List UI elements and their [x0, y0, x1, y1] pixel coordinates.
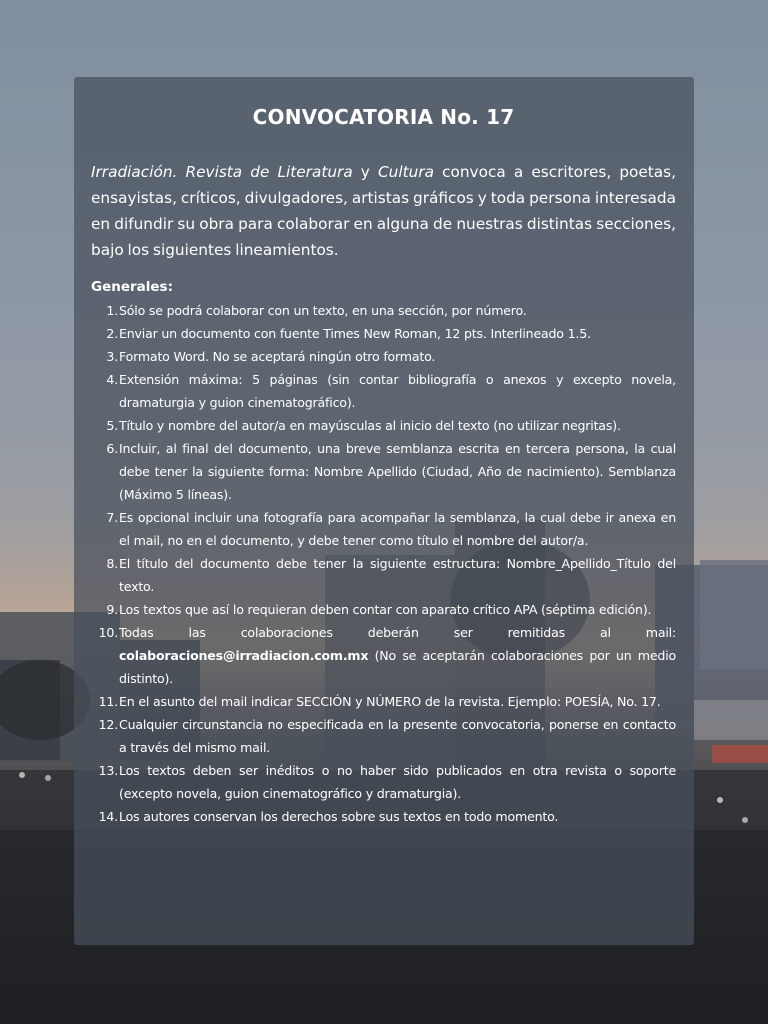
item-text: Sólo se podrá colaborar con un texto, en una sección, por número. — [119, 303, 527, 318]
item-text: En el asunto del mail indicar SECCIÓN y NÚMERO de la revista. Ejemplo: POESÍA, No. 17. — [119, 694, 661, 709]
item-number: 12. — [98, 717, 118, 732]
item-number: 4. — [106, 372, 118, 387]
item-number: 11. — [98, 694, 118, 709]
item-number: 13. — [98, 763, 118, 778]
item-text: Formato Word. No se aceptará ningún otro formato. — [119, 349, 436, 364]
intro-text: convoca a escritores, poetas, ensayistas, críticos, divulgadores, artistas gráficos y toda persona interesada en difundir su obra para colaborar en alguna de nuestras distintas secciones, bajo los siguientes lineamientos. — [91, 163, 676, 259]
item-number: 8. — [106, 556, 118, 571]
item-number: 6. — [106, 441, 118, 456]
list-item — [91, 759, 676, 805]
list-item — [91, 713, 676, 759]
item-text-after: (No se aceptarán colaboraciones por un medio distinto). — [119, 648, 676, 686]
list-item — [91, 299, 676, 322]
list-item — [91, 621, 676, 690]
list-item — [91, 805, 676, 828]
item-text-before: Todas las colaboraciones deberán ser remitidas al mail: — [119, 625, 676, 640]
item-number: 14. — [98, 809, 118, 824]
list-item — [91, 690, 676, 713]
magazine-name-connector: y — [352, 163, 378, 181]
list-item — [91, 322, 676, 345]
item-text: Cualquier circunstancia no especificada en la presente convocatoria, ponerse en contacto a través del mismo mail. — [119, 717, 676, 755]
item-number: 2. — [106, 326, 118, 341]
item-text — [119, 625, 676, 686]
list-item — [91, 414, 676, 437]
item-number: 10. — [98, 625, 118, 640]
item-text: Enviar un documento con fuente Times New Roman, 12 pts. Interlineado 1.5. — [119, 326, 591, 341]
item-text: Es opcional incluir una fotografía para acompañar la semblanza, la cual debe ir anexa en el mail, no en el documento, y debe tener como título el nombre del autor/a. — [119, 510, 676, 548]
item-text: Título y nombre del autor/a en mayúsculas al inicio del texto (no utilizar negritas). — [119, 418, 621, 433]
item-text: El título del documento debe tener la siguiente estructura: Nombre_Apellido_Título del texto. — [119, 556, 676, 594]
list-item — [91, 506, 676, 552]
item-number: 9. — [106, 602, 118, 617]
email-link[interactable]: colaboraciones@irradiacion.com.mx — [119, 648, 369, 663]
list-item — [91, 437, 676, 506]
item-text: Incluir, al final del documento, una breve semblanza escrita en tercera persona, la cual debe tener la siguiente forma: Nombre Apellido (Ciudad, Año de nacimiento). Semblanza (Máximo 5 líneas). — [119, 441, 676, 502]
item-text: Extensión máxima: 5 páginas (sin contar bibliografía o anexos y excepto novela, dramaturgia y guion cinematográfico). — [119, 372, 676, 410]
item-text: Los autores conservan los derechos sobre sus textos en todo momento. — [119, 809, 559, 824]
magazine-name-end: Cultura — [377, 163, 434, 181]
item-number: 1. — [106, 303, 118, 318]
page-title: CONVOCATORIA No. 17 — [252, 105, 515, 129]
item-number: 5. — [106, 418, 118, 433]
list-item — [91, 368, 676, 414]
magazine-name: Irradiación. Revista de Literatura — [91, 163, 353, 181]
item-number: 7. — [106, 510, 118, 525]
item-text: Los textos que así lo requieran deben contar con aparato crítico APA (séptima edición). — [119, 602, 652, 617]
item-text: Los textos deben ser inéditos o no haber sido publicados en otra revista o soporte (excepto novela, guion cinematográfico y dramaturgia). — [119, 763, 676, 801]
generales-heading: Generales: — [91, 279, 173, 295]
announcement-panel — [74, 77, 694, 945]
list-item — [91, 552, 676, 598]
guidelines-list — [91, 299, 676, 828]
item-number: 3. — [106, 349, 118, 364]
list-item — [91, 345, 676, 368]
list-item — [91, 598, 676, 621]
intro-paragraph — [91, 159, 676, 263]
